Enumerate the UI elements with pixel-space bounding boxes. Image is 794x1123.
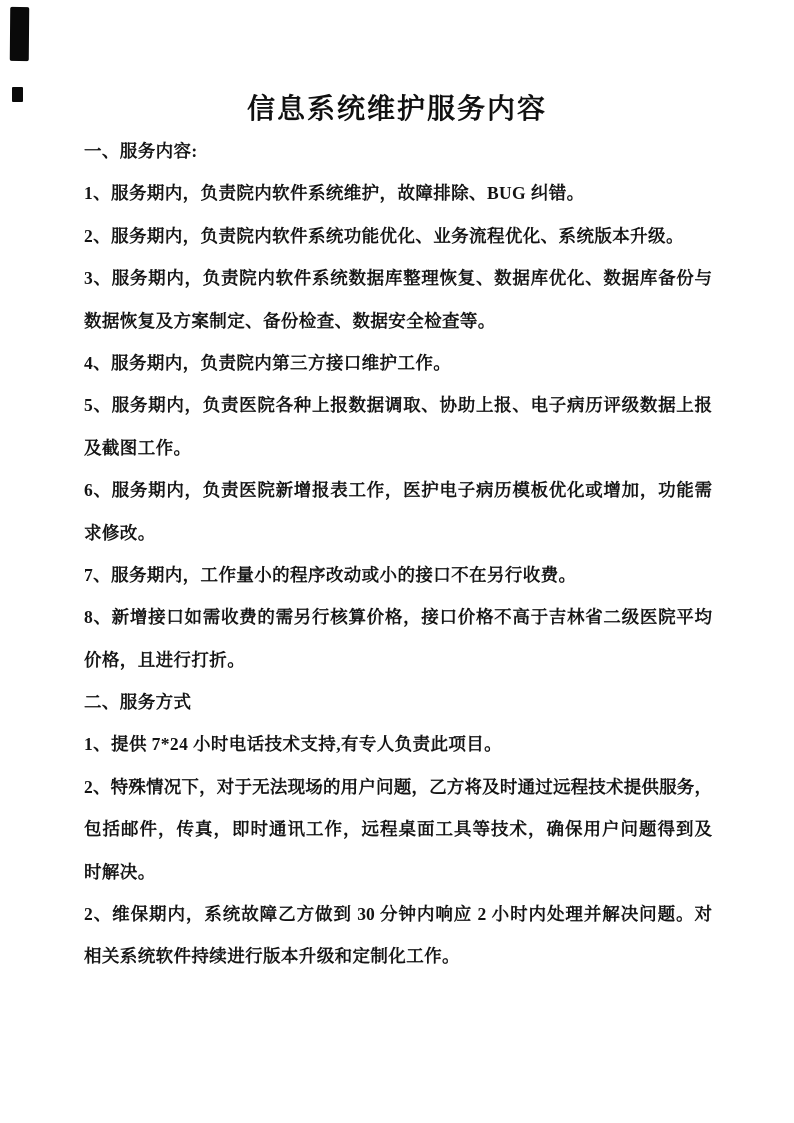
service-item-8-line-2: 价格，且进行打折。: [84, 649, 246, 670]
method-item-3-line-2: 相关系统软件持续进行版本升级和定制化工作。: [84, 946, 460, 967]
service-item-8-line-1: 8、新增接口如需收费的需另行核算价格，接口价格不高于吉林省二级医院平均: [84, 607, 712, 628]
scan-ink-mark: [10, 7, 29, 61]
service-item-2: 2、服务期内，负责院内软件系统功能优化、业务流程优化、系统版本升级。: [84, 225, 684, 246]
section-heading-2: 二、服务方式: [84, 692, 192, 713]
service-item-5-line-2: 及截图工作。: [84, 437, 192, 458]
method-item-2-line-1: 2、特殊情况下，对于无法现场的用户问题，乙方将及时通过远程技术提供服务，: [84, 776, 712, 797]
service-item-6-line-2: 求修改。: [84, 522, 156, 543]
method-item-1: 1、提供 7*24 小时电话技术支持,有专人负责此项目。: [84, 734, 503, 755]
document-body: [84, 130, 712, 978]
method-item-2-line-2: 包括邮件，传真，即时通讯工作，远程桌面工具等技术，确保用户问题得到及: [84, 819, 712, 840]
service-item-1: 1、服务期内，负责院内软件系统维护，故障排除、BUG 纠错。: [84, 183, 585, 204]
method-item-3-line-1: 2、维保期内，系统故障乙方做到 30 分钟内响应 2 小时内处理并解决问题。对: [84, 904, 712, 925]
service-item-7: 7、服务期内，工作量小的程序改动或小的接口不在另行收费。: [84, 564, 577, 585]
service-item-3-line-2: 数据恢复及方案制定、备份检查、数据安全检查等。: [84, 310, 496, 331]
method-item-2-line-3: 时解决。: [84, 861, 156, 882]
service-item-5-line-1: 5、服务期内，负责医院各种上报数据调取、协助上报、电子病历评级数据上报: [84, 395, 712, 416]
service-item-6-line-1: 6、服务期内，负责医院新增报表工作，医护电子病历模板优化或增加，功能需: [84, 480, 712, 501]
service-item-3-line-1: 3、服务期内，负责院内软件系统数据库整理恢复、数据库优化、数据库备份与: [84, 268, 712, 289]
service-item-4: 4、服务期内，负责院内第三方接口维护工作。: [84, 352, 452, 373]
section-heading-1: 一、服务内容:: [84, 141, 198, 161]
page-title: 信息系统维护服务内容: [246, 94, 547, 125]
